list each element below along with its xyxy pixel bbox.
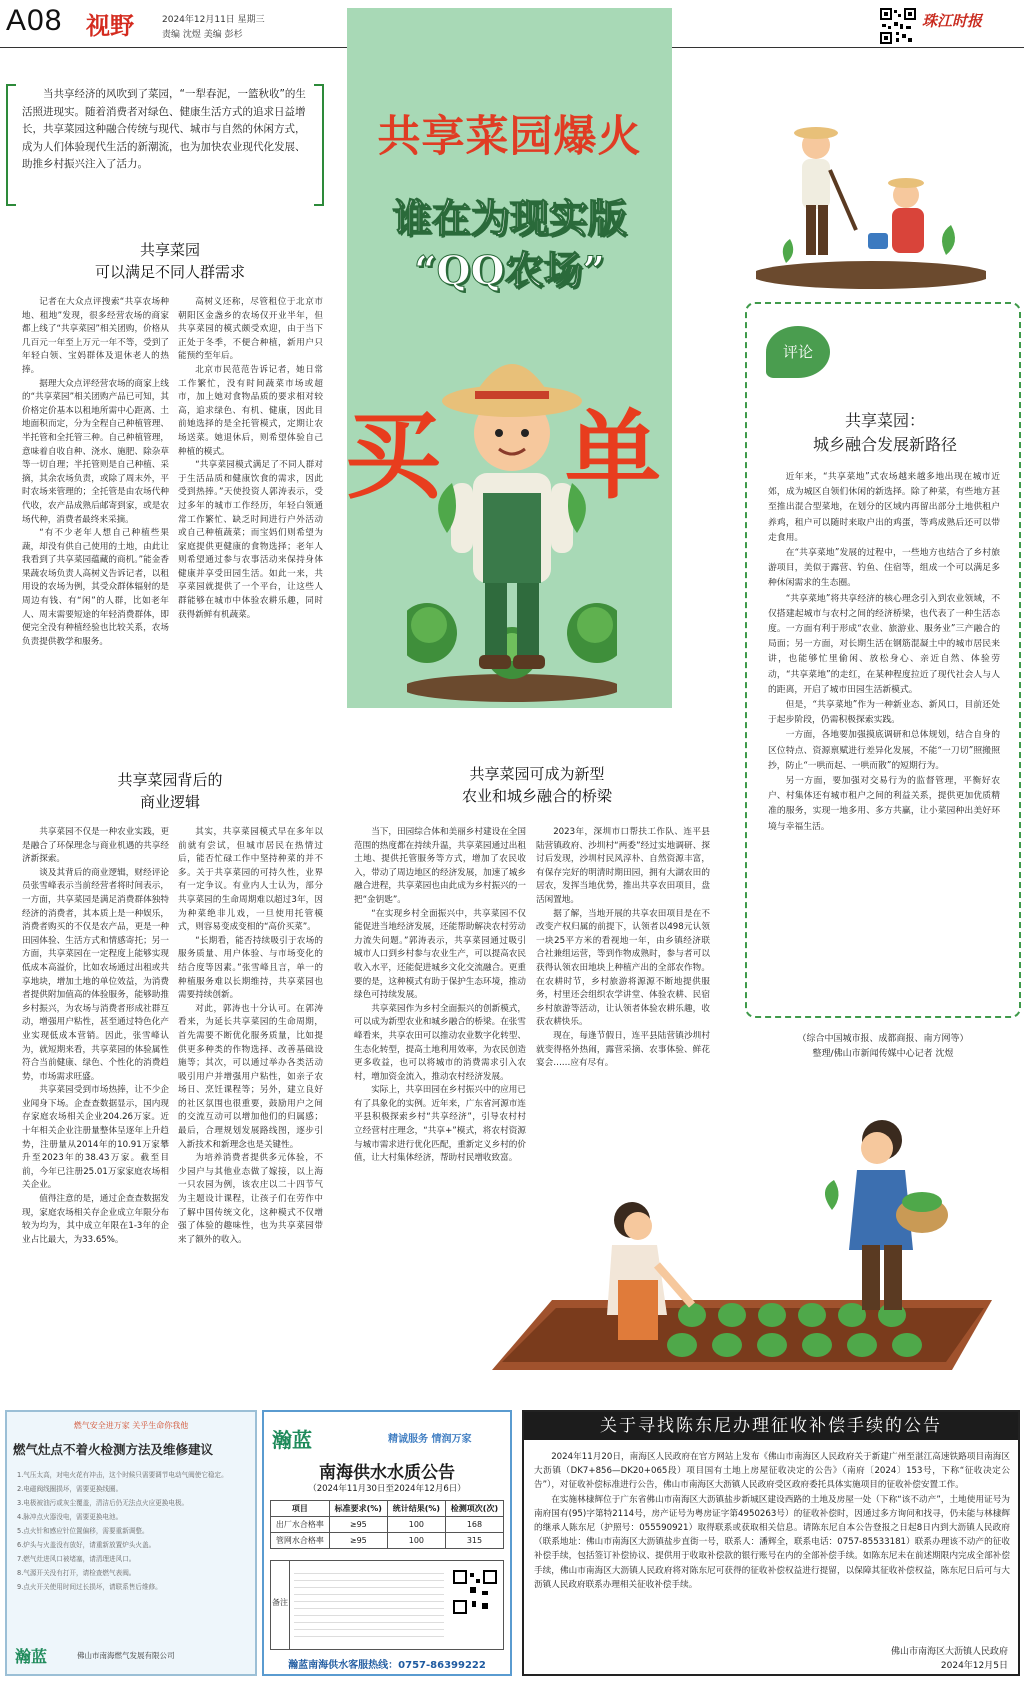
paragraph: “有不少老年人想自己种植些果蔬，却没有供自己使用的土地，由此让我看到了共享菜园蕴藏的商机。”能金香果蔬农场负责人高树义告诉记者，以租用设的农场为例，其受众群体辐射的是周边有钱、有“闲”的人群，比如老年人、周末需要短途的年轻消费群体，即便完全没有种植经验也比较关系，农场负责提供教学和服务。	[22, 528, 169, 647]
ad-banner: 燃气安全进万家 关乎生命你我他	[73, 1421, 189, 1430]
qr-code-icon	[452, 1569, 498, 1615]
notice-title: 关于寻找陈东尼办理征收补偿手续的公告	[524, 1412, 1018, 1440]
paragraph: 共享菜园不仅是一种农业实践，更是融合了环保理念与商业机遇的共享经济新探索。	[22, 827, 169, 865]
paragraph: 谈及其背后的商业逻辑，财经评论员张雪峰表示当前经营者将时间表示，一方面，共享菜园是满足消费群体独特经济的消费者，其本质上是一种娱乐，消费者购买的不仅是农产品，更是一种田园体验、生活方式和情感寄托；另一方面，共享菜园在一定程度上能够实现低成本高溢价，比如农场通过出租或共享地块，增加土地的单位效益，为消费者提供附加值高的体验服务，能够助推乡村振兴，为农场与消费者形成社群互动，增强用户粘性，甚至通过特色化产业实现低成本营销。因此，张雪峰认为，就短期来看，共享菜园的体验属性符合当前健康、绿色、个性化的消费趋势，市场需求旺盛。	[22, 867, 169, 1082]
paragraph: 2024年11月20日，南海区人民政府在官方网站上发布《佛山市南海区人民政府关于新建广州至湛江高速铁路项目南海区大沥镇（DK7+856—DK20+065段）项目国有土地上房屋征收决定的公告》（南府〔2024〕153号，下称“征收决定公告”），对征收补偿标准进行公告，佛山市南海区大沥镇人民政府受区政府委托具体实施项目的征收补偿安置工作。	[534, 1452, 1010, 1491]
table-cell: 168	[445, 1517, 503, 1533]
notice-period: （2024年11月30日至2024年12月6日）	[308, 1484, 466, 1494]
paragraph: 近年来，“共享菜地”式农场越来越多地出现在城市近郊，成为城区自领们休闲的新选择。除了种菜，有些地方甚至推出混合型菜地，在划分的区域内再留出部分土地供租户养鸡，租户可以随时来取户出的鸡蛋，等鸡成熟后还可以带走食用。	[768, 472, 1000, 543]
paragraph: 2023年，深圳市口帮扶工作队、连平县陆营镇政府、沙圳村“两委”经过实地调研、探讨后发现，沙圳村民风淳朴、自然资源丰富，有保存完好的明清时期田园，拥有大湖农田的居农，发挥当地优势，推出共享农田项目，盘活闲置地。	[536, 827, 710, 905]
comment-body	[768, 470, 1000, 990]
remarks-text-lines	[294, 1567, 444, 1643]
paragraph: 据理大众点评经营农场的商家上线的“共享菜园”相关团购产品已可知，其价格定价基本以租地所需中心距离、土地面积而定，分为全程自己种植管理、半托管和全托管三种。自己种植管理，意味着自收自种、浇水、施肥、除杂草等一切自理；半托管则是自己种植、采摘，其余农场负责，或除了周末外，平时农场来管理的；全托管是由农场代种代收，农产品成熟后邮寄到家，或是农场代种，消费者最终来采摘。	[22, 378, 169, 525]
ad-list	[17, 1468, 249, 1594]
bracket-decoration	[6, 84, 16, 206]
brand-slogan: 精诚服务 情润万家	[388, 1434, 472, 1445]
table-cell: ≥95	[329, 1517, 387, 1533]
column-header: 检测项次(次)	[445, 1501, 503, 1517]
section-heading: 共享菜园	[139, 241, 200, 259]
farmers-illustration	[756, 115, 986, 290]
article-column	[22, 826, 169, 1392]
list-item: 1.气压太高，对电火花有冲击，这个时候只需要调节电动气阀使它稳定。	[17, 1471, 228, 1479]
paragraph: 其实，共享菜园模式早在多年以前就有尝试，但城市居民在热情过后，能否忙碌工作中坚持种菜的并不多。关于共享菜园的可持久性，业界有一定争议。有业内人士认为，部分共享菜园的生命周期难以超过3年，因为种菜绝非儿戏，一旦使用托管模式，则容易变成变相的“高价买菜”。	[178, 827, 323, 933]
notice-signature: 佛山市南海区大沥镇人民政府	[890, 1647, 1008, 1657]
paragraph: 北京市民范范告诉记者，她日常工作繁忙，没有时间蔬菜市场或超市，加上她对食物品质的要求相对较高，追求绿色、有机、健康，因此目前她选择的是全托管模式，定期让农场送菜。她退休后，则希望体验自己种植的模式。	[178, 364, 323, 457]
list-item: 9.点火开关使用时间过长损坏，请联系售后维修。	[17, 1583, 162, 1591]
remarks-label: 备注	[270, 1560, 290, 1650]
paragraph: 记者在大众点评搜索“共享农场种地、租地”发现，很多经营农场的商家都上线了“共享菜园”相关团购，价格从几百元一年至上万元一年不等，受到了年轻白领、宝妈群体及退休老人的热捧。	[22, 297, 169, 375]
hero-accent-char: 单	[565, 399, 661, 512]
section-heading: 农业和城乡融合的桥梁	[461, 787, 612, 805]
paragraph: 但是，“共享菜地”作为一种新业态、新风口，目前还处于起步阶段，仍需积极探索实践。	[768, 700, 1000, 726]
paragraph: 对此，郭涛也十分认可。在郭涛看来，为延长共享菜园的生命周期，首先需要不断优化服务质量，比如提供更多种类的作物选择、改善基础设施等；其次，可以通过举办各类活动吸引用户并增强用户粘性，如亲子农场日、烹饪课程等；另外，建立良好的社区氛围也很重要，鼓励用户之间的交流互动可以增加他们的归属感；最后，合理规划发展路线图，逐步引入新技术和新理念也是关键性。	[178, 1003, 323, 1150]
ad-title: 燃气灶点不着火检测方法及维修建议	[13, 1442, 214, 1457]
article-column	[22, 296, 169, 706]
list-item: 8.气源开关没有打开，请检查燃气表阀。	[17, 1569, 136, 1577]
company-name: 佛山市南海燃气发展有限公司	[77, 1651, 175, 1660]
section-heading: 可以满足不同人群需求	[94, 263, 245, 281]
section-heading: 共享菜园可成为新型	[469, 765, 605, 783]
comment-title: 城乡融合发展新路径	[812, 435, 957, 454]
article-column	[178, 826, 323, 1392]
section-heading: 共享菜园背后的	[117, 771, 223, 789]
table-cell: ≥95	[329, 1533, 387, 1549]
hero-banner	[347, 8, 672, 708]
list-item: 6.炉头与火盖没有放好，请重新放置炉头火盖。	[17, 1541, 156, 1549]
list-item: 2.电磁阀线圈损坏，需要更换线圈。	[17, 1485, 123, 1493]
source-note	[742, 1032, 1024, 1062]
gas-safety-ad	[5, 1410, 257, 1676]
paragraph: 在“共享菜地”发展的过程中，一些地方也结合了乡村旅游项目，美似于露营、钓鱼、住宿等，组成一个可以满足多种休闲需求的生态圈。	[768, 548, 1000, 589]
paragraph: 共享菜园作为乡村全面振兴的创新模式，可以成为新型农业和城乡融合的桥梁。在张雪峰看来，共享农田可以推动农业数字化转型、生态化转型，提高土地利用效率，为农民创造更多收益，也可以将城市的消费需求引入农村，增加资金流入，推动农村经济发展。	[354, 1003, 526, 1082]
service-hotline: 瀚蓝南海供水客服热线：0757-86399222	[288, 1660, 486, 1671]
paragraph: 据了解，当地开展的共享农田项目是在不改变产权归属的前提下，认领者以498元认领一块25平方米的看视地一年，由乡镇经济联合社兼组运营，等到作物成熟时，参与者可以获得认领农田地块上种植产出的全部农作物。在农耕时节，乡村旅游将源源不断地提供服务，村里还会组织农学讲堂、体验农耕、民宿乡村旅游等活动，让认领者体验农耕乐趣，收获农耕快乐。	[536, 908, 710, 1028]
paragraph: 高树义还称，尽管租位于北京市朝阳区金盏乡的农场仅开业半年，但共享菜园的模式颇受欢迎，由于当下正处于冬季，不便合种植，新用户只能预约至年后。	[178, 297, 323, 362]
paragraph: 在实施林棣辉位于广东省佛山市南海区大沥镇盐步新城区建设西路的土地及房屋一处（下称“该不动产”，土地使用证号为南府国有(95)字第特2114号，房产证号为粤房证字第4950263号）的征收补偿时，因通过多方询问和找寻，仍未能与林棣辉的继承人陈东尼（护照号：055590921）取得联系或获取相关信息。请陈东尼自本公告登报之日起8日内到大沥镇人民政府（联系地址：佛山市南海区大沥镇盐步直街一号，联系人：潘辉全，联系电话：0757-85533181）联系办理该不动产的征收补偿手续，包括签订补偿协议、提供用于收取补偿款的银行账号在内的全部补偿手续。如陈东尼未在前述期限内完成全部补偿手续，佛山市南海区大沥镇人民政府将对陈东尼可获得的征收补偿权益进行提留，以保障其征收补偿权益，陈东尼日后可与大沥镇人民政府联系办理相关征收补偿手续。	[534, 1494, 1010, 1590]
paragraph: “共享菜地”将共享经济的核心理念引入到农业领域，不仅搭建起城市与农村之间的经济桥梁，也代表了一种生活态度。一方面有利于形成“农业、旅游业、服务业”三产融合的局面；另一方面，对长期生活在钢筋混凝土中的城市居民来讲，也能够忙里偷闲、放松身心、亲近自然、体验劳动，“共享菜地”的走红，在某种程度拉近了现代社会人与人的距离，开启了城市田园生活新模式。	[768, 593, 1000, 695]
table-header-row	[271, 1501, 504, 1517]
comment-badge: 评论	[766, 326, 830, 378]
paragraph: 当下，田园综合体和美丽乡村建设在全国范围的热度都在持续升温，共享菜园通过出租土地、提供托管服务等方式，增加了农民收入，带动了周边地区的经济发展，加速了城乡融合进程，共享菜园也由此成为乡村振兴的一把“金钥匙”。	[354, 827, 526, 905]
table-row	[271, 1517, 504, 1533]
paragraph: 为培养消费者提供多元体验，不少园户与其他业态做了嫁接，以上海一只农园为例，该农庄以二十四节气为主题设计课程，让孩子们在劳作中了解中国传统文化，这种模式不仅增强了体验的趣味性，也为共享菜园带来了额外的收入。	[178, 1153, 323, 1245]
notice-date: 2024年12月5日	[940, 1661, 1008, 1671]
notice-body	[534, 1450, 1010, 1592]
water-quality-notice	[262, 1410, 512, 1676]
article-column	[178, 296, 323, 706]
newspaper-logo: 珠江时报	[922, 12, 983, 30]
list-item: 3.电极被油污或灰尘覆盖，清洁后仍无法点火应更换电极。	[17, 1499, 189, 1507]
source-line: （综合中国城市报、成都商报、南方网等）	[797, 1034, 969, 1044]
hero-subtitle: 谁在为现实版	[392, 196, 627, 242]
lead-paragraph: 当共享经济的风吹到了菜园，“一犁春泥，一篮秋收”的生活照进现实。随着消费者对绿色、健康生活方式的追求日益增长，共享菜园这种融合传统与现代、城市与自然的休闲方式，成为人们体验现代生活的新潮流，也为加快农业现代化发展、助推乡村振兴注入了活力。	[22, 88, 306, 170]
column-header: 标准要求(%)	[329, 1501, 387, 1517]
paragraph: 实际上，共享田园在乡村振兴中的应用已有了具象化的实例。近年来，广东省河源市连平县积极探索乡村“共享经济”，引导农村村立经营村庄理念，“共享+”模式，将农村资源与城市需求进行优化匹配，重新定义乡村的价值，让大村集体经济，帮助村民增收致富。	[354, 1085, 526, 1164]
column-header: 统计结果(%)	[387, 1501, 445, 1517]
column-header: 项目	[271, 1501, 330, 1517]
issue-date: 2024年12月11日 星期三	[162, 15, 265, 25]
water-quality-table	[270, 1500, 504, 1549]
garden-illustration	[492, 1100, 1012, 1380]
paragraph: 共享菜园受到市场热捧，让不少企业闻身下场。企查查数据显示，国内现存家庭农场相关企业204.26万家。近十年相关企业注册量整体呈逐年上升趋势，注册量从2014年的10.91万家攀升至2023年的38.43万家。截至目前，今年已注册25.01万家家庭农场相关企业。	[22, 1085, 169, 1191]
paragraph: “共享菜园模式满足了不同人群对于生活品质和健康饮食的需求，因此受到热捧。”天使投资人郭涛表示，受过多年的城市工作经历，年轻白领通常工作繁忙、缺乏时间进行户外活动或自己种植蔬菜；而宝妈们则希望为家庭提供更健康的食物选择；老年人则希望通过参与农事活动来保持身体健康并享受田园生活。如此一来，共享菜园就提供了一个平台，让这些人群能够在城市中体验农耕乐趣，同时获得新鲜有机蔬菜。	[178, 460, 323, 620]
paragraph: 现在，每逢节假日，连平县陆营镇沙圳村就变得格外热闹，露营采摘、农事体验、鲜花宴会……应有尽有。	[536, 1030, 710, 1069]
lead-box	[6, 84, 324, 214]
table-cell: 315	[445, 1533, 503, 1549]
public-notice	[522, 1410, 1020, 1676]
page-number: A08	[6, 4, 63, 37]
editor-credits: 责编 沈煜 美编 彭杉	[162, 30, 243, 40]
table-cell: 100	[387, 1533, 445, 1549]
list-item: 4.脉冲点火器没电，需要更换电池。	[17, 1513, 123, 1521]
paragraph: “长期看，能否持续吸引于农场的服务质量、用户体验、与市场变化的结合度等因素。”张雪峰且言，单一的种植服务难以长期维持，共享菜园也需要持续创新。	[178, 935, 323, 1001]
qr-code-icon	[880, 8, 916, 44]
hero-title: 共享菜园爆火	[377, 112, 642, 162]
section-heading: 商业逻辑	[139, 793, 200, 811]
byline: 整理/佛山市新闻传媒中心记者 沈煜	[812, 1049, 954, 1059]
remarks-box	[290, 1560, 504, 1650]
comment-title: 共享菜园：	[844, 411, 925, 430]
hero-subtitle: “QQ农场”	[414, 248, 605, 294]
list-item: 5.点火针和感应针位置偏移，需要重新调整。	[17, 1527, 149, 1535]
paragraph: 另一方面，要加强对交易行为的监督管理，平衡好农户、村集体还有城市租户之间的利益关系，提供更加优质精准的服务，实现一地多用、多方共赢，让小菜园种出美好环境与幸福生活。	[768, 776, 1000, 832]
list-item: 7.燃气灶进风口被堵塞，请清理进风口。	[17, 1555, 136, 1563]
notice-title: 南海供水水质公告	[319, 1463, 455, 1483]
paragraph: 一方面，各地要加强摸底调研和总体规划，结合自身的区位特点、资源禀赋进行差异化发展，不能“一刀切”照搬照抄，防止“一哄而起、一哄而散”的短期行为。	[768, 730, 1000, 771]
table-cell: 出厂水合格率	[271, 1517, 330, 1533]
table-row	[271, 1533, 504, 1549]
table-cell: 100	[387, 1517, 445, 1533]
section-name: 视野	[86, 11, 134, 40]
table-cell: 管网水合格率	[271, 1533, 330, 1549]
brand-logo: 瀚蓝	[272, 1428, 312, 1452]
paragraph: 值得注意的是，通过企查查数据发现，家庭农场相关存企业成立年限分布较为均为，其中成立年限在1-3年的企业占比最大，为33.65%。	[22, 1194, 169, 1245]
brand-logo: 瀚蓝	[15, 1647, 48, 1666]
bracket-decoration	[314, 84, 324, 206]
paragraph: “在实现乡村全面振兴中，共享菜园不仅能促进当地经济发展，还能帮助解决农村劳动力流失问题。”郭涛表示，共享菜园通过吸引城市人口到乡村参与农业生产，可以提高农民收入水平，还能促进城乡文化交流融合。更重要的是，这种模式有助于保护生态环境，推动绿色可持续发展。	[354, 908, 526, 1001]
hero-accent-char: 买	[345, 399, 441, 512]
